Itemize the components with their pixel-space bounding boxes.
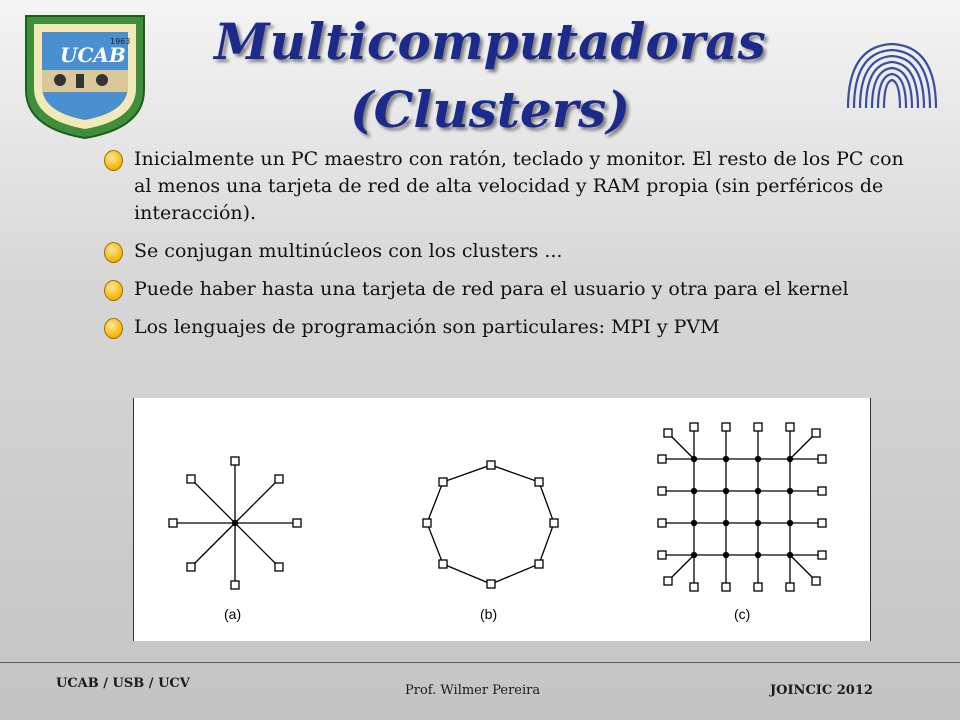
- node: [423, 519, 431, 527]
- bullet-text: Se conjugan multinúcleos con los clusters ...: [134, 240, 563, 262]
- switch: [788, 457, 793, 462]
- bullet-icon: [104, 242, 123, 263]
- footer-event: JOINCIC 2012: [770, 683, 873, 698]
- node: [664, 577, 672, 585]
- node: [169, 519, 177, 527]
- page-title-line-1: Multicomputadoras: [214, 12, 766, 71]
- node: [754, 423, 762, 431]
- bullet-icon: [104, 280, 123, 301]
- footer-divider: [0, 662, 960, 663]
- node: [818, 519, 826, 527]
- footer-institutions: UCAB / USB / UCV: [56, 676, 190, 691]
- logo-letters: UCAB: [60, 43, 126, 67]
- bullet-item: [104, 238, 924, 265]
- node: [535, 478, 543, 486]
- node: [658, 519, 666, 527]
- node: [722, 423, 730, 431]
- node: [439, 560, 447, 568]
- bullet-list: [104, 146, 924, 352]
- switch: [692, 553, 697, 558]
- logo-year: 1963: [110, 37, 131, 46]
- node: [818, 487, 826, 495]
- node: [550, 519, 558, 527]
- node: [812, 429, 820, 437]
- figure-label-c: (c): [734, 606, 751, 622]
- page-title-line-2: (Clusters): [349, 80, 630, 139]
- switch: [724, 553, 729, 558]
- figure-label-a: (a): [224, 606, 242, 622]
- bullet-item: [104, 146, 924, 227]
- node: [487, 580, 495, 588]
- node: [818, 455, 826, 463]
- node: [231, 581, 239, 589]
- node: [786, 423, 794, 431]
- node: [818, 551, 826, 559]
- switch: [692, 521, 697, 526]
- switch: [692, 489, 697, 494]
- bullet-item: [104, 276, 924, 303]
- switch: [724, 521, 729, 526]
- node: [275, 475, 283, 483]
- node: [439, 478, 447, 486]
- switch: [788, 521, 793, 526]
- switch: [756, 489, 761, 494]
- university-emblem-icon: [842, 38, 942, 114]
- node: [812, 577, 820, 585]
- node: [664, 429, 672, 437]
- switch: [756, 521, 761, 526]
- hub: [233, 521, 238, 526]
- switch: [724, 489, 729, 494]
- node: [487, 461, 495, 469]
- node: [722, 583, 730, 591]
- switch: [756, 553, 761, 558]
- switch: [788, 489, 793, 494]
- figure-label-b: (b): [480, 606, 498, 622]
- ucab-logo-icon: [20, 10, 150, 140]
- switch: [756, 457, 761, 462]
- switch: [788, 553, 793, 558]
- node: [754, 583, 762, 591]
- node: [690, 423, 698, 431]
- node: [187, 475, 195, 483]
- node: [658, 487, 666, 495]
- topology-figure: [133, 398, 871, 641]
- topology-diagram: [134, 398, 870, 641]
- bullet-icon: [104, 150, 123, 171]
- node: [690, 583, 698, 591]
- bullet-icon: [104, 318, 123, 339]
- switch: [692, 457, 697, 462]
- bullet-text: Los lenguajes de programación son particulares: MPI y PVM: [134, 316, 720, 338]
- node: [187, 563, 195, 571]
- node: [231, 457, 239, 465]
- node: [293, 519, 301, 527]
- switch: [724, 457, 729, 462]
- node: [658, 551, 666, 559]
- node: [786, 583, 794, 591]
- bullet-item: [104, 314, 924, 341]
- bullet-text: Inicialmente un PC maestro con ratón, teclado y monitor. El resto de los PC con al menos una tarjeta de red de alta velocidad y RAM propia (sin perféricos de interacción).: [134, 148, 904, 224]
- footer-author: Prof. Wilmer Pereira: [405, 683, 541, 698]
- bullet-text: Puede haber hasta una tarjeta de red para el usuario y otra para el kernel: [134, 278, 849, 300]
- node: [275, 563, 283, 571]
- node: [658, 455, 666, 463]
- node: [535, 560, 543, 568]
